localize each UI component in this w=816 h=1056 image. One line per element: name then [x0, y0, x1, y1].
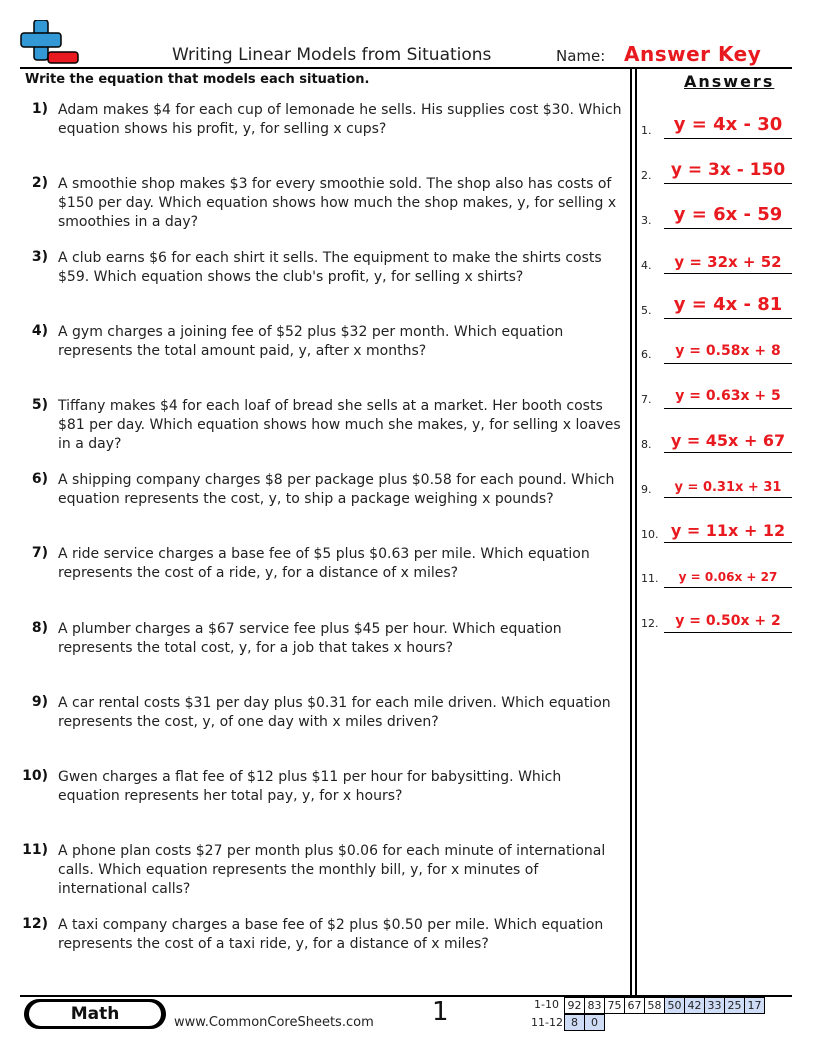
- score-cell: 17: [745, 998, 765, 1014]
- answer-text: y = 0.58x + 8: [675, 343, 781, 359]
- answer-text: y = 4x - 81: [673, 294, 783, 315]
- question-text: A club earns $6 for each shirt it sells. The equipment to make the shirts costs $59. Which equation shows the club's profit, y, for selling x shirts?: [58, 250, 602, 285]
- question-text: A smoothie shop makes $3 for every smoothie sold. The shop also has costs of $150 per day. Which equation shows how much the shop makes, y, for selling x smoothies in a day?: [58, 176, 617, 230]
- question-text: Tiffany makes $4 for each loaf of bread she sells at a market. Her booth costs $81 per day. Which equation shows how much she makes, y, for selling x loaves in a day?: [58, 398, 621, 452]
- answer-number: 1.: [641, 124, 652, 137]
- answer-line: [664, 363, 792, 364]
- answer-text: y = 0.06x + 27: [678, 570, 778, 584]
- question-number: 2): [31, 175, 48, 191]
- answer-key-label: Answer Key: [624, 42, 762, 66]
- column-divider: [630, 67, 632, 995]
- answer-line: [664, 138, 792, 139]
- score-row-label: 11-12: [531, 1016, 563, 1029]
- answer-text: y = 45x + 67: [670, 431, 786, 450]
- answer-number: 3.: [641, 214, 652, 227]
- answer-text: y = 0.63x + 5: [675, 388, 781, 404]
- answer-line: [664, 408, 792, 409]
- answer-line: [664, 632, 792, 633]
- column-divider: [635, 67, 637, 995]
- question-number: 1): [31, 101, 48, 117]
- answers-heading: Answers: [684, 72, 775, 91]
- score-cell: 25: [725, 998, 745, 1014]
- score-row: [565, 1015, 605, 1031]
- score-row-label: 1-10: [534, 998, 559, 1011]
- worksheet-title: Writing Linear Models from Situations: [172, 45, 492, 65]
- answer-line: [664, 452, 792, 453]
- question-text: A plumber charges a $67 service fee plus $45 per hour. Which equation represents the total cost, y, for a job that takes x hours?: [58, 621, 562, 656]
- question-number: 10): [22, 768, 48, 784]
- answer-text: y = 3x - 150: [670, 160, 786, 180]
- question-text: A phone plan costs $27 per month plus $0.06 for each minute of international calls. Which equation represents the monthly bill, y, for x minutes of international calls?: [58, 843, 606, 897]
- question-text: A car rental costs $31 per day plus $0.31 for each mile driven. Which equation represents the cost, y, of one day with x miles driven?: [58, 695, 611, 730]
- plus-minus-logo-icon: [18, 20, 80, 66]
- question-number: 11): [22, 842, 48, 858]
- answer-text: y = 11x + 12: [670, 521, 786, 540]
- subject-label: Math: [29, 1002, 161, 1026]
- question-number: 12): [22, 916, 48, 932]
- answer-text: y = 32x + 52: [674, 253, 782, 271]
- question-number: 8): [31, 620, 48, 636]
- score-cell: 33: [705, 998, 725, 1014]
- answer-number: 9.: [641, 483, 652, 496]
- answer-number: 7.: [641, 393, 652, 406]
- instructions: Write the equation that models each situation.: [25, 72, 370, 87]
- answer-number: 2.: [641, 169, 652, 182]
- answer-line: [664, 318, 792, 319]
- question-text: A taxi company charges a base fee of $2 plus $0.50 per mile. Which equation represents the cost of a taxi ride, y, for a distance of x miles?: [58, 917, 604, 952]
- answer-text: y = 6x - 59: [673, 204, 783, 225]
- answer-line: [664, 497, 792, 498]
- answer-number: 12.: [641, 617, 659, 630]
- answer-text: y = 4x - 30: [673, 114, 783, 135]
- score-table: [564, 1014, 605, 1031]
- header-divider: [20, 67, 792, 69]
- answer-number: 8.: [641, 438, 652, 451]
- score-table: [564, 997, 765, 1014]
- question-text: A shipping company charges $8 per package plus $0.58 for each pound. Which equation represents the cost, y, to ship a package weighing x pounds?: [58, 472, 615, 507]
- score-cell: 0: [585, 1015, 605, 1031]
- answer-text: y = 0.50x + 2: [675, 613, 781, 629]
- answer-number: 11.: [641, 572, 659, 585]
- answer-line: [664, 587, 792, 588]
- question-text: Gwen charges a flat fee of $12 plus $11 per hour for babysitting. Which equation represents her total pay, y, for x hours?: [58, 769, 562, 804]
- question-number: 6): [31, 471, 48, 487]
- answer-number: 10.: [641, 528, 659, 541]
- answer-number: 4.: [641, 259, 652, 272]
- answer-line: [664, 228, 792, 229]
- question-text: A ride service charges a base fee of $5 plus $0.63 per mile. Which equation represents the cost of a ride, y, for a distance of x miles?: [58, 546, 590, 581]
- question-number: 7): [31, 545, 48, 561]
- page-number: 1: [432, 997, 449, 1027]
- score-cell: 83: [585, 998, 605, 1014]
- name-label: Name:: [556, 47, 606, 65]
- question-text: A gym charges a joining fee of $52 plus $32 per month. Which equation represents the total amount paid, y, after x months?: [58, 324, 564, 359]
- score-cell: 75: [605, 998, 625, 1014]
- score-cell: 92: [565, 998, 585, 1014]
- answer-number: 5.: [641, 304, 652, 317]
- score-cell: 58: [645, 998, 665, 1014]
- answer-text: y = 0.31x + 31: [674, 480, 782, 495]
- answer-line: [664, 273, 792, 274]
- question-number: 4): [31, 323, 48, 339]
- question-number: 9): [31, 694, 48, 710]
- question-text: Adam makes $4 for each cup of lemonade he sells. His supplies cost $30. Which equation shows his profit, y, for selling x cups?: [58, 102, 622, 137]
- answer-number: 6.: [641, 348, 652, 361]
- score-cell: 67: [625, 998, 645, 1014]
- score-row: [565, 998, 765, 1014]
- answer-line: [664, 542, 792, 543]
- score-cell: 8: [565, 1015, 585, 1031]
- question-number: 3): [31, 249, 48, 265]
- score-cell: 50: [665, 998, 685, 1014]
- question-number: 5): [31, 397, 48, 413]
- website-link[interactable]: www.CommonCoreSheets.com: [174, 1015, 374, 1030]
- answer-line: [664, 183, 792, 184]
- score-cell: 42: [685, 998, 705, 1014]
